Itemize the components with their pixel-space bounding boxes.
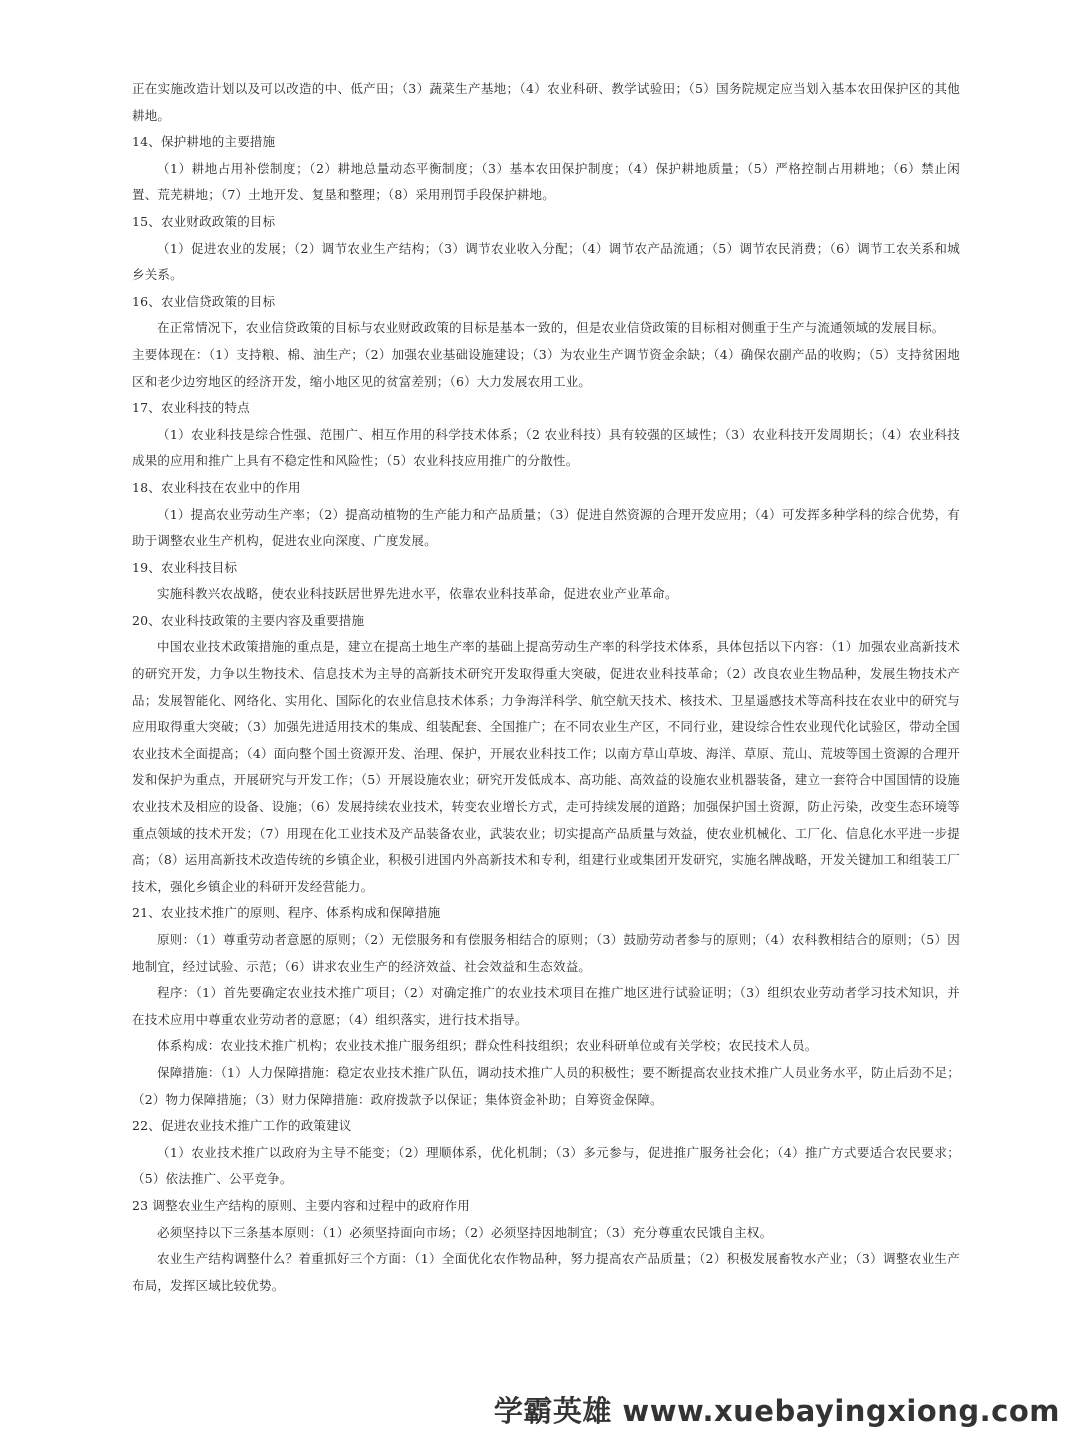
section-heading: 20、农业科技政策的主要内容及重要措施 <box>132 612 365 628</box>
paragraph: （1）促进农业的发展；（2）调节农业生产结构；（3）调节农业收入分配；（4）调节农产品流通；（5）调节农民消费；（6）调节工农关系和城乡关系。 <box>132 240 960 283</box>
section-heading: 17、农业科技的特点 <box>132 400 250 416</box>
section-heading: 14、保护耕地的主要措施 <box>132 134 276 150</box>
section-heading: 19、农业科技目标 <box>132 559 238 575</box>
document-body <box>132 76 960 1299</box>
site-watermark: 学霸英雄 www.xuebayingxiong.com <box>493 1394 1060 1428</box>
paragraph: 体系构成：农业技术推广机构；农业技术推广服务组织；群众性科技组织；农业科研单位或有关学校；农民技术人员。 <box>157 1038 818 1054</box>
paragraph: （1）农业技术推广以政府为主导不能变；（2）理顺体系，优化机制；（3）多元参与，促进推广服务社会化；（4）推广方式要适合农民要求；（5）依法推广、公平竞争。 <box>132 1144 960 1187</box>
paragraph: 程序：（1）首先要确定农业技术推广项目；（2）对确定推广的农业技术项目在推广地区进行试验证明；（3）组织农业劳动者学习技术知识，并在技术应用中尊重农业劳动者的意愿；（4）组织落实，进行技术指导。 <box>132 985 960 1027</box>
paragraph: 实施科教兴农战略，使农业科技跃居世界先进水平，依靠农业科技革命，促进农业产业革命。 <box>157 586 678 602</box>
paragraph: （1）耕地占用补偿制度；（2）耕地总量动态平衡制度；（3）基本农田保护制度；（4）保护耕地质量；（5）严格控制占用耕地；（6）禁止闲置、荒芜耕地；（7）土地开发、复垦和整理；（8）采用刑罚手段保护耕地。 <box>132 160 960 203</box>
paragraph: 必须坚持以下三条基本原则：（1）必须坚持面向市场；（2）必须坚持因地制宜；（3）充分尊重农民饿自主权。 <box>157 1224 773 1240</box>
section-heading: 18、农业科技在农业中的作用 <box>132 479 301 495</box>
section-heading: 22、促进农业技术推广工作的政策建议 <box>132 1118 352 1134</box>
paragraph: 农业生产结构调整什么？着重抓好三个方面：（1）全面优化农作物品种，努力提高农产品质量；（2）积极发展畜牧水产业；（3）调整农业生产布局，发挥区域比较优势。 <box>132 1251 960 1293</box>
section-heading: 23 调整农业生产结构的原则、主要内容和过程中的政府作用 <box>132 1197 470 1213</box>
paragraph: （1）农业科技是综合性强、范围广、相互作用的科学技术体系；（2 农业科技）具有较强的区域性；（3）农业科技开发周期长；（4）农业科技成果的应用和推广上具有不稳定性和风险性；（5）农业科技应用推广的分散性。 <box>132 426 960 469</box>
section-heading: 21、农业技术推广的原则、程序、体系构成和保障措施 <box>132 905 441 921</box>
paragraph: 在正常情况下，农业信贷政策的目标与农业财政政策的目标是基本一致的，但是农业信贷政策的目标相对侧重于生产与流通领域的发展目标。 <box>157 320 945 336</box>
section-heading: 16、农业信贷政策的目标 <box>132 293 276 309</box>
paragraph: 保障措施：（1）人力保障措施：稳定农业技术推广队伍，调动技术推广人员的积极性；要不断提高农业技术推广人员业务水平，防止后劲不足；（2）物力保障措施；（3）财力保障措施：政府拨款予以保证；集体资金补助；自筹资金保障。 <box>132 1064 960 1107</box>
paragraph: 中国农业技术政策措施的重点是，建立在提高土地生产率的基础上提高劳动生产率的科学技术体系，具体包括以下内容：（1）加强农业高新技术的研究开发，力争以生物技术、信息技术为主导的高新技术研究开发取得重大突破，促进农业科技革命；（2）改良农业生物品种，发展生物技术产品；发展智能化、网络化、实用化、国际化的农业信息技术体系；力争海洋科学、航空航天技术、核技术、卫星遥感技术等高科技在农业中的研究与应用取得重大突破；（3）加强先进适用技术的集成、组装配套、全国推广；在不同农业生产区，不同行业，建设综合性农业现代化试验区，带动全国农业技术全面提高；（4）面向整个国土资源开发、治理、保护，开展农业科技工作；以南方草山草坡、海洋、草原、荒山、荒坡等国土资源的合理开发和保护为重点，开展研究与开发工作；（5）开展设施农业；研究开发低成本、高功能、高效益的设施农业机器装备，建立一套符合中国国情的设施农业技术及相应的设备、设施；（6）发展持续农业技术，转变农业增长方式，走可持续发展的道路；加强保护国土资源，防止污染，改变生态环境等重点领域的技术开发；（7）用现在化工业技术及产品装备农业，武装农业；切实提高产品质量与效益，使农业机械化、工厂化、信息化水平进一步提高；（8）运用高新技术改造传统的乡镇企业，积极引进国内外高新技术和专利，组建行业或集团开发研究，实施名牌战略，开发关键加工和组装工厂技术，强化乡镇企业的科研开发经营能力。 <box>132 639 960 894</box>
paragraph: 正在实施改造计划以及可以改造的中、低产田；（3）蔬菜生产基地；（4）农业科研、教学试验田；（5）国务院规定应当划入基本农田保护区的其他耕地。 <box>132 81 960 123</box>
paragraph: 原则：（1）尊重劳动者意愿的原则；（2）无偿服务和有偿服务相结合的原则；（3）鼓励劳动者参与的原则；（4）农科教相结合的原则；（5）因地制宜，经过试验、示范；（6）讲求农业生产的经济效益、社会效益和生态效益。 <box>132 932 960 974</box>
paragraph: 主要体现在：（1）支持粮、棉、油生产；（2）加强农业基础设施建设；（3）为农业生产调节资金余缺；（4）确保农副产品的收购；（5）支持贫困地区和老少边穷地区的经济开发，缩小地区见的贫富差别；（6）大力发展农用工业。 <box>132 346 960 389</box>
section-heading: 15、农业财政政策的目标 <box>132 213 276 229</box>
paragraph: （1）提高农业劳动生产率；（2）提高动植物的生产能力和产品质量；（3）促进自然资源的合理开发应用；（4）可发挥多种学科的综合优势，有助于调整农业生产机构，促进农业向深度、广度发展。 <box>132 506 960 549</box>
